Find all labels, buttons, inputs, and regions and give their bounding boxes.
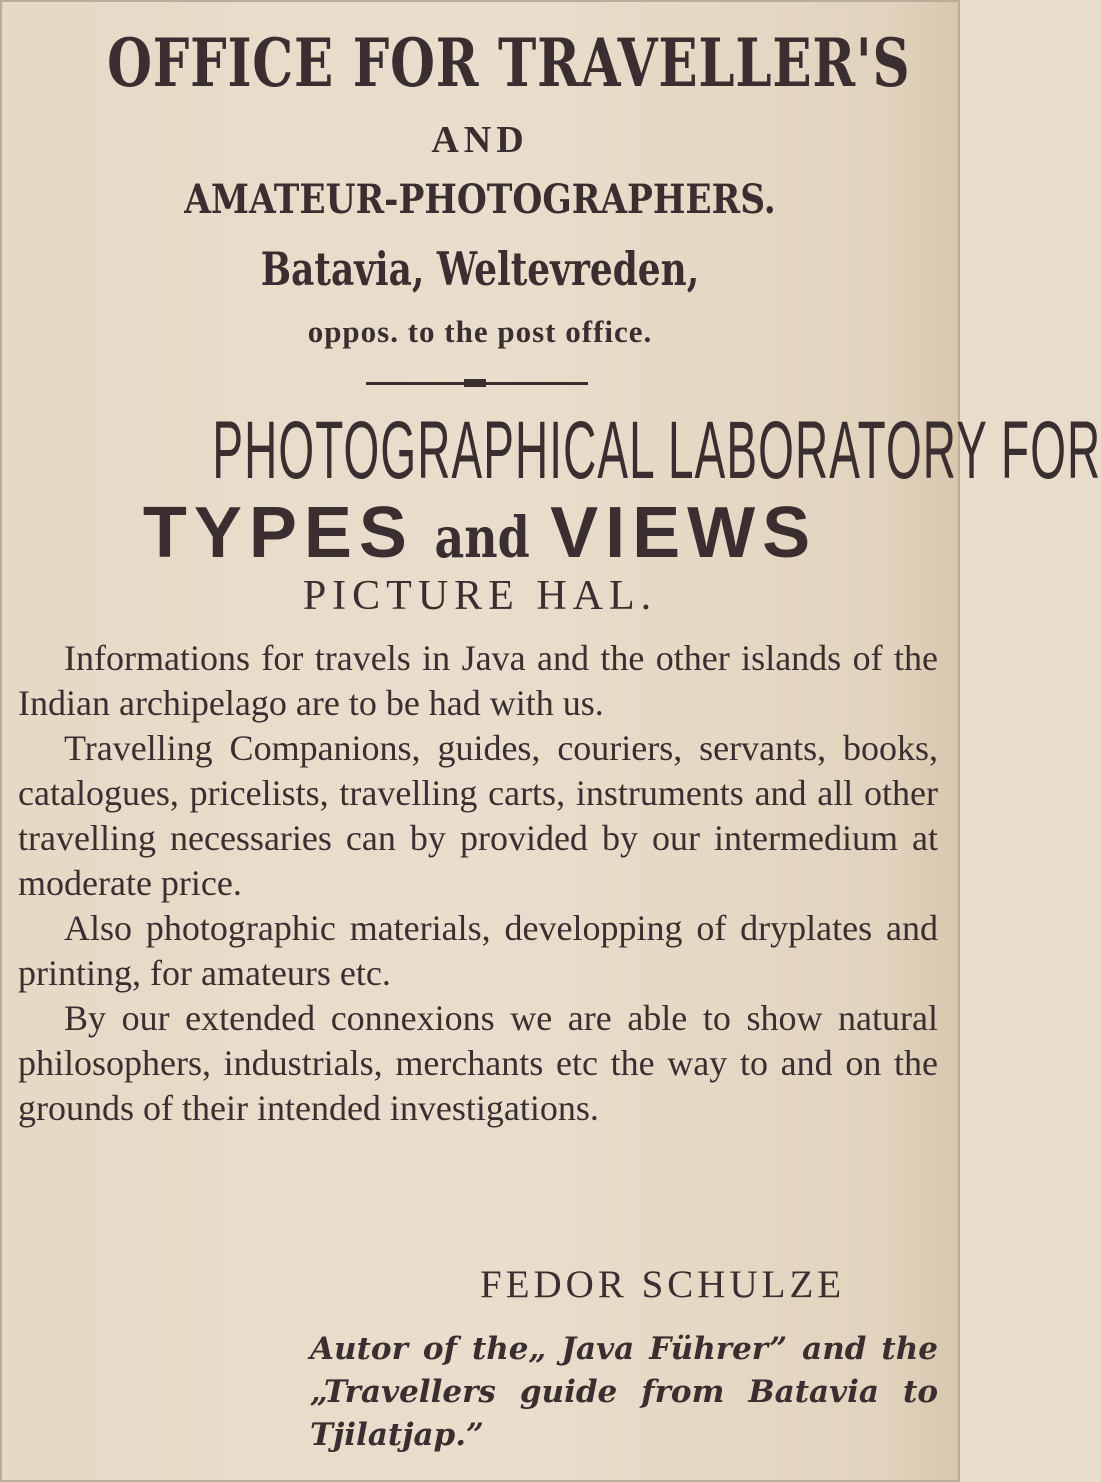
location-heading: Batavia, Weltevreden, <box>260 242 700 296</box>
types-word: TYPES <box>142 493 414 573</box>
address-line: oppos. to the post office. <box>307 314 653 349</box>
laboratory-heading: PHOTOGRAPHICAL LABORATORY FOR <box>212 405 1101 496</box>
author-credit: Autor of the„ Java Führer” and the „Travellers guide from Batavia to Tjilatjap.” <box>310 1331 938 1453</box>
types-and-views-heading <box>2 492 958 574</box>
and-word: and <box>434 505 530 571</box>
signature: FEDOR SCHULZE <box>480 1263 846 1306</box>
paragraph-informations: Informations for travels in Java and the other islands of the Indian archipelago are to be had with us. <box>18 638 938 723</box>
body-text <box>18 636 938 1131</box>
divider-ornament <box>464 379 486 387</box>
paragraph-companions: Travelling Companions, guides, couriers, servants, books, catalogues, pricelists, travelling carts, instruments and all other travelling necessaries can by provided by our intermedium at moderate price. <box>18 728 938 903</box>
picture-hal-heading: PICTURE HAL. <box>302 573 658 619</box>
views-word: VIEWS <box>550 493 818 573</box>
paragraph-materials: Also photographic materials, developping of dryplates and printing, for amateurs etc. <box>18 908 938 993</box>
amateur-photographers-heading: AMATEUR-PHOTOGRAPHERS. <box>184 176 776 223</box>
paragraph-connexions: By our extended connexions we are able to show natural philosophers, industrials, merchants etc the way to and on the grounds of their intended investigations. <box>18 998 938 1128</box>
and-heading: AND <box>431 119 529 161</box>
office-heading: OFFICE FOR TRAVELLER'S <box>107 24 911 102</box>
